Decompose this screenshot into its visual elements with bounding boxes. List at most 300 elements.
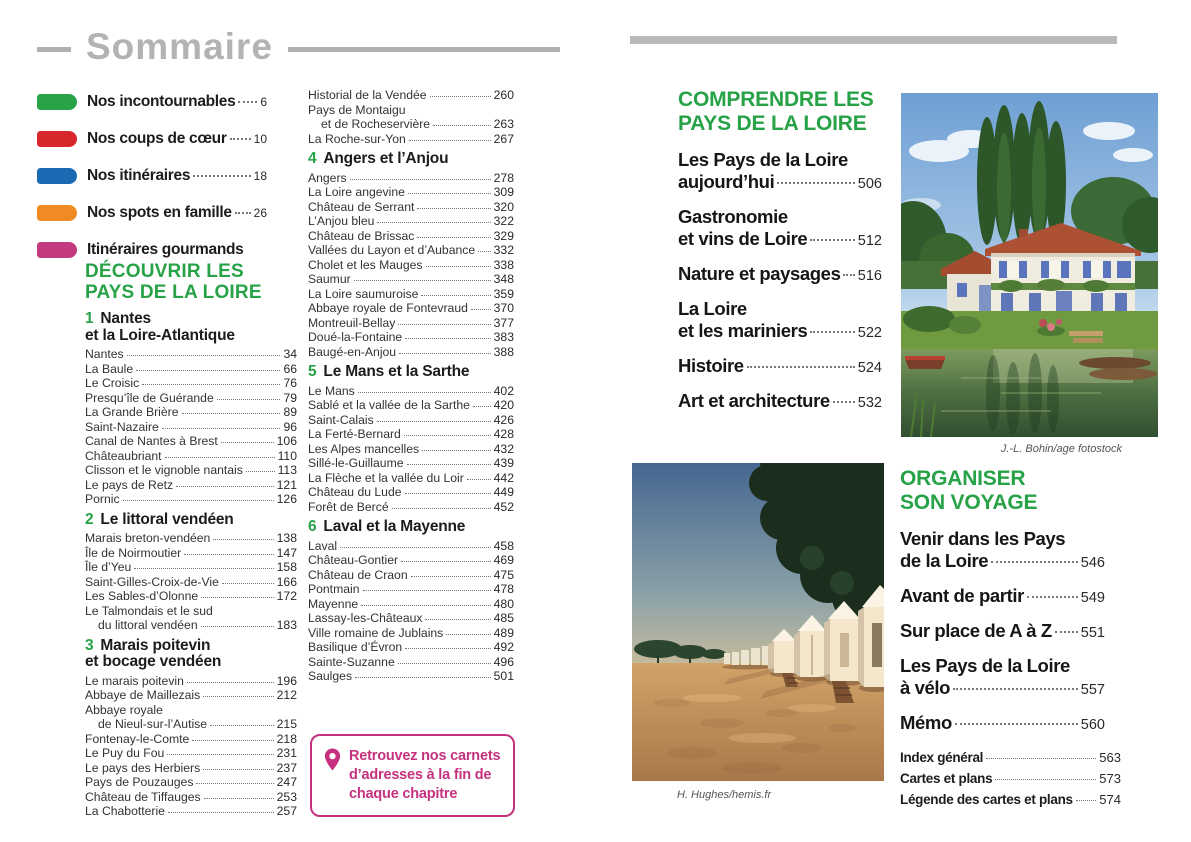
toc-entry-row (678, 171, 882, 195)
discover-heading-line2: PAYS DE LA LOIRE (85, 282, 262, 303)
toc-entry-row (900, 677, 1105, 701)
toc-entry-row (308, 132, 514, 147)
toc-entry (308, 272, 514, 287)
toc-entry (308, 427, 514, 442)
dotted-leader (201, 626, 274, 627)
comprendre-section (678, 88, 882, 425)
toc-entry-page: 215 (276, 717, 297, 731)
toc-entry (308, 456, 514, 471)
toc-entry-row (308, 301, 514, 316)
toc-entry-row (678, 355, 882, 379)
organiser-heading-line2: SON VOYAGE (900, 491, 1038, 514)
toc-entry-page: 158 (276, 560, 297, 574)
toc-entry-row (308, 185, 514, 200)
toc-entry-row (900, 768, 1121, 789)
toc-entry-label: Historial de la Vendée (308, 88, 427, 102)
toc-entry-label: Marais breton-vendéen (85, 531, 211, 545)
toc-entry-label: Mémo (900, 712, 952, 733)
toc-entry-row (85, 732, 297, 747)
toc-entry-label: La Ferté-Bernard (308, 427, 401, 441)
toc-entry-row (85, 492, 297, 507)
dotted-leader (230, 138, 251, 140)
dotted-leader (213, 539, 273, 540)
legend-item (37, 240, 267, 260)
toc-entry-page: 218 (276, 731, 297, 746)
toc-section (85, 638, 297, 819)
toc-entry-page: 322 (493, 214, 514, 228)
toc-entry-page: 332 (493, 243, 514, 257)
legend-label: Nos incontournables (87, 93, 236, 110)
dotted-leader (407, 464, 491, 465)
toc-entry-label: Château-Gontier (308, 553, 399, 567)
toc-entry-label: Les Alpes mancelles (308, 441, 420, 456)
toc-entry-label: Avant de partir (900, 585, 1024, 606)
dotted-leader (355, 677, 491, 678)
toc-entry-page: 257 (276, 804, 297, 818)
dotted-leader (340, 547, 491, 548)
address-note-text: Retrouvez nos carnets d’adresses à la fin de chaque chapitre (349, 748, 501, 802)
dotted-leader (409, 140, 491, 141)
toc-entry (308, 88, 514, 103)
toc-entry-label: du littoral vendéen (98, 618, 198, 632)
toc-entry-label: Fontenay-le-Comte (85, 731, 190, 746)
section-heading (85, 638, 297, 671)
right-page-rule (630, 36, 1117, 44)
legend-row (87, 167, 267, 185)
toc-entry-page: 89 (283, 405, 297, 419)
organiser-heading-line1: ORGANISER (900, 467, 1026, 490)
dotted-leader (995, 779, 1096, 780)
toc-entry-label: à vélo (900, 677, 951, 698)
toc-entry-label: Lassay-les-Châteaux (308, 611, 423, 625)
toc-entry-page: 359 (493, 286, 514, 301)
toc-entry-row (308, 200, 514, 215)
toc-entry-row (85, 478, 297, 493)
toc-entry (85, 362, 297, 377)
toc-entry (85, 761, 297, 776)
toc-entry (85, 790, 297, 805)
toc-entry-page: 402 (493, 383, 514, 398)
toc-entry-page: 370 (493, 301, 514, 315)
toc-entry-label: Château du Lude (308, 485, 402, 499)
toc-entry-label: Château de Tiffauges (85, 789, 201, 804)
photo2-caption: H. Hughes/hemis.fr (677, 789, 772, 801)
toc-entry (308, 669, 514, 684)
toc-entry (308, 413, 514, 428)
toc-entry-page: 485 (493, 611, 514, 625)
dotted-leader (408, 193, 491, 194)
organiser-heading (900, 467, 1105, 515)
section-title: Le Mans et la Sarthe (323, 363, 470, 380)
toc-entry-label: Légende des cartes et plans (900, 792, 1073, 807)
toc-entry-label: Basilique d’Évron (308, 640, 403, 654)
dotted-leader (473, 406, 491, 407)
legend-item (37, 203, 267, 223)
discover-heading (85, 261, 262, 303)
toc-entry-row (308, 258, 514, 273)
toc-entry (308, 398, 514, 413)
toc-entry-row (85, 775, 297, 790)
toc-entry (308, 539, 514, 554)
toc-entry-page: 183 (276, 618, 297, 632)
toc-entry-label: Nantes (85, 347, 124, 361)
toc-entry-page: 338 (493, 257, 514, 272)
toc-entry-label: Cartes et plans (900, 771, 993, 786)
toc-entry (308, 103, 514, 132)
toc-entry-row (85, 589, 297, 604)
dotted-leader (777, 182, 854, 184)
toc-section (308, 364, 514, 514)
toc-entry (308, 258, 514, 273)
section-heading (85, 512, 297, 529)
organiser-section (900, 467, 1105, 747)
toc-entry-page: 478 (493, 582, 514, 596)
toc-entry (308, 442, 514, 457)
legend-color-chip (37, 168, 77, 184)
legend-row (87, 93, 267, 111)
toc-entry-label: Saumur (308, 272, 351, 286)
toc-entry (308, 185, 514, 200)
toc-entry-label: La Baule (85, 361, 134, 376)
toc-section (85, 311, 297, 507)
toc-entry-label: Château de Craon (308, 567, 408, 582)
toc-entry (85, 405, 297, 420)
address-note-box (310, 734, 515, 817)
back-matter-entries (900, 747, 1121, 810)
toc-entry-page: 563 (1099, 750, 1121, 765)
section-number: 1 (85, 310, 94, 327)
dotted-leader (210, 725, 274, 726)
toc-entry-label: Le Croisic (85, 376, 140, 390)
toc-entry-row (308, 442, 514, 457)
dotted-leader (136, 370, 280, 371)
dotted-leader (377, 222, 490, 223)
toc-entry-page: 426 (493, 412, 514, 427)
toc-entry-row (85, 746, 297, 761)
comprendre-entries (678, 149, 882, 414)
section-title: Le littoral vendéen (100, 510, 234, 528)
legend-row (87, 130, 267, 148)
toc-entry-row (308, 229, 514, 244)
toc-entry-page: 237 (276, 760, 297, 775)
dotted-leader (176, 486, 274, 487)
toc-section (308, 151, 514, 359)
toc-entry (900, 712, 1105, 736)
toc-entry-label: Abbaye de Maillezais (85, 688, 201, 702)
dotted-leader (810, 331, 854, 333)
dotted-leader (361, 605, 491, 606)
toc-entry-label: Angers (308, 170, 347, 185)
toc-entry (85, 434, 297, 449)
section-number: 5 (308, 363, 317, 380)
toc-entry-row (308, 669, 514, 684)
toc-entry (85, 546, 297, 561)
dotted-leader (446, 634, 490, 635)
organiser-entries (900, 528, 1105, 736)
toc-entry-row (308, 330, 514, 345)
toc-entry-page: 449 (493, 485, 514, 499)
dotted-leader (201, 597, 274, 598)
toc-section (85, 512, 297, 633)
section-number: 6 (308, 518, 317, 535)
dotted-leader (203, 696, 273, 697)
legend-page-number: 10 (253, 132, 267, 146)
section-entries (85, 531, 297, 633)
toc-entry-row (85, 391, 297, 406)
toc-entry-row (900, 712, 1105, 736)
section-entries (85, 347, 297, 507)
toc-entry-line1: Abbaye royale (85, 702, 163, 717)
section-entries (85, 674, 297, 819)
toc-entry (678, 149, 882, 195)
toc-entry-label: Le Puy du Fou (85, 746, 165, 760)
toc-entry-row (678, 228, 882, 252)
toc-entry-row (308, 485, 514, 500)
dotted-leader (235, 212, 251, 214)
toc-entry (308, 626, 514, 641)
legend-label: Nos itinéraires (87, 167, 191, 184)
toc-entry-row (900, 620, 1105, 644)
photo-beach-cabins (632, 463, 884, 781)
toc-entry-line1: Pays de Montaigu (308, 102, 406, 117)
toc-entry-row (900, 789, 1121, 810)
page-title: Sommaire (86, 26, 273, 67)
legend-row (87, 204, 267, 222)
toc-entry (85, 531, 297, 546)
toc-entry-label: Pornic (85, 492, 120, 506)
toc-entry-label: Le pays de Retz (85, 477, 174, 492)
toc-entry-page: 506 (857, 176, 882, 192)
dotted-leader (747, 366, 855, 368)
map-pin-icon (324, 748, 341, 771)
dotted-leader (833, 401, 855, 403)
toc-entry-label: Île d’Yeu (85, 560, 132, 574)
section-number: 4 (308, 150, 317, 167)
toc-entry-page: 278 (493, 170, 514, 185)
legend-page-number: 6 (260, 95, 267, 109)
toc-entry-label: Château de Serrant (308, 199, 415, 214)
dotted-leader (422, 450, 491, 451)
toc-entry (85, 376, 297, 391)
toc-entry-page: 546 (1080, 555, 1105, 571)
toc-entry-page: 560 (1080, 717, 1105, 733)
legend-item (37, 92, 267, 112)
legend-row (87, 241, 267, 259)
toc-entry (308, 171, 514, 186)
dotted-leader (377, 421, 491, 422)
toc-entry-page: 172 (276, 589, 297, 603)
dotted-leader (405, 338, 490, 339)
toc-entry-row (85, 531, 297, 546)
toc-entry-label: Nature et paysages (678, 263, 841, 284)
toc-entry-page: 388 (493, 344, 514, 359)
toc-entry-page: 263 (493, 117, 514, 131)
toc-entry-row (85, 420, 297, 435)
toc-entry-row (85, 405, 297, 420)
toc-entry-row (85, 618, 297, 633)
toc-entry (85, 804, 297, 819)
dotted-leader (204, 798, 274, 799)
toc-entry-row (308, 272, 514, 287)
section-title: Marais poitevin (100, 636, 211, 654)
toc-entry (308, 471, 514, 486)
toc-entry-label: et les mariniers (678, 320, 808, 341)
toc-entry-row (308, 655, 514, 670)
toc-entry-row (85, 790, 297, 805)
dotted-leader (986, 758, 1096, 759)
toc-entry-label: Château de Brissac (308, 228, 415, 243)
toc-entry-page: 522 (857, 325, 882, 341)
toc-entry-row (308, 597, 514, 612)
toc-entry (308, 384, 514, 399)
toc-entry (308, 485, 514, 500)
legend-label: Itinéraires gourmands (87, 241, 244, 258)
toc-section (308, 519, 514, 684)
toc-entry-page: 110 (277, 448, 297, 463)
toc-entry-label: Pays de Pouzauges (85, 775, 194, 789)
toc-entry-page: 309 (493, 185, 514, 199)
toc-entry (308, 553, 514, 568)
dotted-leader (142, 384, 280, 385)
dotted-leader (358, 392, 491, 393)
dotted-leader (411, 576, 491, 577)
toc-entry-page: 492 (493, 640, 514, 654)
toc-entry-page: 428 (493, 427, 514, 441)
toc-entry-row (308, 568, 514, 583)
toc-entry-label: La Grande Brière (85, 405, 179, 419)
comprendre-heading-line2: PAYS DE LA LOIRE (678, 112, 867, 135)
toc-entry (308, 214, 514, 229)
toc-entry-page: 573 (1099, 771, 1121, 786)
dotted-leader (123, 500, 274, 501)
dotted-leader (203, 769, 273, 770)
toc-entry-page: 231 (276, 746, 297, 760)
dotted-leader (810, 239, 854, 241)
toc-entry (85, 492, 297, 507)
toc-entry-page: 524 (857, 360, 882, 376)
toc-entry-row (900, 585, 1105, 609)
dotted-leader (478, 251, 491, 252)
toc-entry (308, 611, 514, 626)
toc-entry-label: Canal de Nantes à Brest (85, 434, 218, 448)
toc-entry (85, 732, 297, 747)
toc-entry-page: 166 (276, 574, 297, 589)
toc-entry-label: et vins de Loire (678, 228, 808, 249)
toc-entry-row (85, 761, 297, 776)
toc-entry-page: 557 (1080, 682, 1105, 698)
dotted-leader (1027, 596, 1078, 598)
toc-entry-row (85, 449, 297, 464)
dotted-leader (217, 399, 281, 400)
toc-entry-page: 260 (493, 88, 514, 102)
toc-entry-page: 475 (493, 567, 514, 582)
toc-entry-row (308, 243, 514, 258)
toc-entry-label: Doué-la-Fontaine (308, 330, 403, 344)
toc-entry-label: Presqu’île de Guérande (85, 390, 214, 405)
toc-entry-row (85, 463, 297, 478)
dotted-leader (401, 561, 491, 562)
toc-entry-row (85, 575, 297, 590)
toc-entry-page: 247 (276, 775, 297, 789)
toc-entry-label: Sainte-Suzanne (308, 654, 395, 669)
toc-entry (308, 330, 514, 345)
toc-entry-page: 469 (493, 553, 514, 567)
comprendre-heading (678, 88, 882, 136)
dotted-leader (417, 208, 490, 209)
toc-entry-row (308, 117, 514, 132)
toc-entry-page: 496 (493, 654, 514, 669)
toc-entry (85, 420, 297, 435)
toc-entry-row (308, 611, 514, 626)
toc-entry-label: Châteaubriant (85, 448, 162, 463)
toc-entry-page: 34 (283, 347, 297, 361)
dotted-leader (165, 457, 275, 458)
dotted-leader (426, 266, 491, 267)
toc-entry-row (308, 553, 514, 568)
toc-entry-page: 212 (276, 688, 297, 702)
toc-entry-page: 377 (493, 315, 514, 330)
toc-entry-page: 348 (493, 272, 514, 286)
toc-entry (308, 316, 514, 331)
toc-entry-row (85, 560, 297, 575)
dotted-leader (168, 812, 274, 813)
toc-entry-label: Laval (308, 538, 338, 553)
dotted-leader (398, 324, 490, 325)
dotted-leader (246, 471, 275, 472)
toc-entry-line1: Gastronomie (678, 206, 788, 227)
toc-entry (85, 775, 297, 790)
toc-entry-page: 147 (276, 545, 297, 560)
section-entries (308, 88, 514, 146)
section-title-line2: et la Loire-Atlantique (85, 326, 235, 344)
toc-entry-page: 551 (1080, 625, 1105, 641)
toc-entry-label: Forêt de Bercé (308, 499, 389, 514)
toc-entry-label: de la Loire (900, 550, 989, 571)
toc-entry (678, 390, 882, 414)
toc-entry-label: Baugé-en-Anjou (308, 344, 397, 359)
toc-entry-label: La Loire saumuroise (308, 286, 419, 301)
toc-entry-row (900, 550, 1105, 574)
dotted-leader (471, 309, 491, 310)
dotted-leader (399, 353, 491, 354)
legend-page-number: 26 (253, 206, 267, 220)
toc-entry-label: Histoire (678, 355, 744, 376)
toc-entry (308, 582, 514, 597)
photo-house-by-water (901, 93, 1158, 437)
toc-entry-page: 549 (1080, 590, 1105, 606)
toc-entry-line1: La Loire (678, 298, 747, 319)
toc-entry-page: 458 (493, 538, 514, 553)
toc-entry-row (308, 500, 514, 515)
header-rule-short (37, 47, 71, 52)
toc-entry-label: La Flèche et la vallée du Loir (308, 470, 464, 485)
toc-entry-label: Clisson et le vignoble nantais (85, 463, 243, 477)
toc-entry-row (308, 582, 514, 597)
toc-entry-row (308, 471, 514, 486)
toc-entry-row (308, 316, 514, 331)
toc-entry (308, 345, 514, 360)
dotted-leader (421, 295, 490, 296)
toc-entry-label: Montreuil-Bellay (308, 315, 396, 330)
toc-entry-row (308, 398, 514, 413)
dotted-leader (392, 508, 491, 509)
toc-entry-label: Saulges (308, 669, 353, 683)
section-title: Laval et la Mayenne (323, 518, 466, 535)
toc-entry-page: 489 (493, 625, 514, 640)
photo1-caption: J.-L. Bohin/age fotostock (1000, 443, 1122, 455)
toc-entry-page: 532 (857, 395, 882, 411)
toc-entry (308, 655, 514, 670)
